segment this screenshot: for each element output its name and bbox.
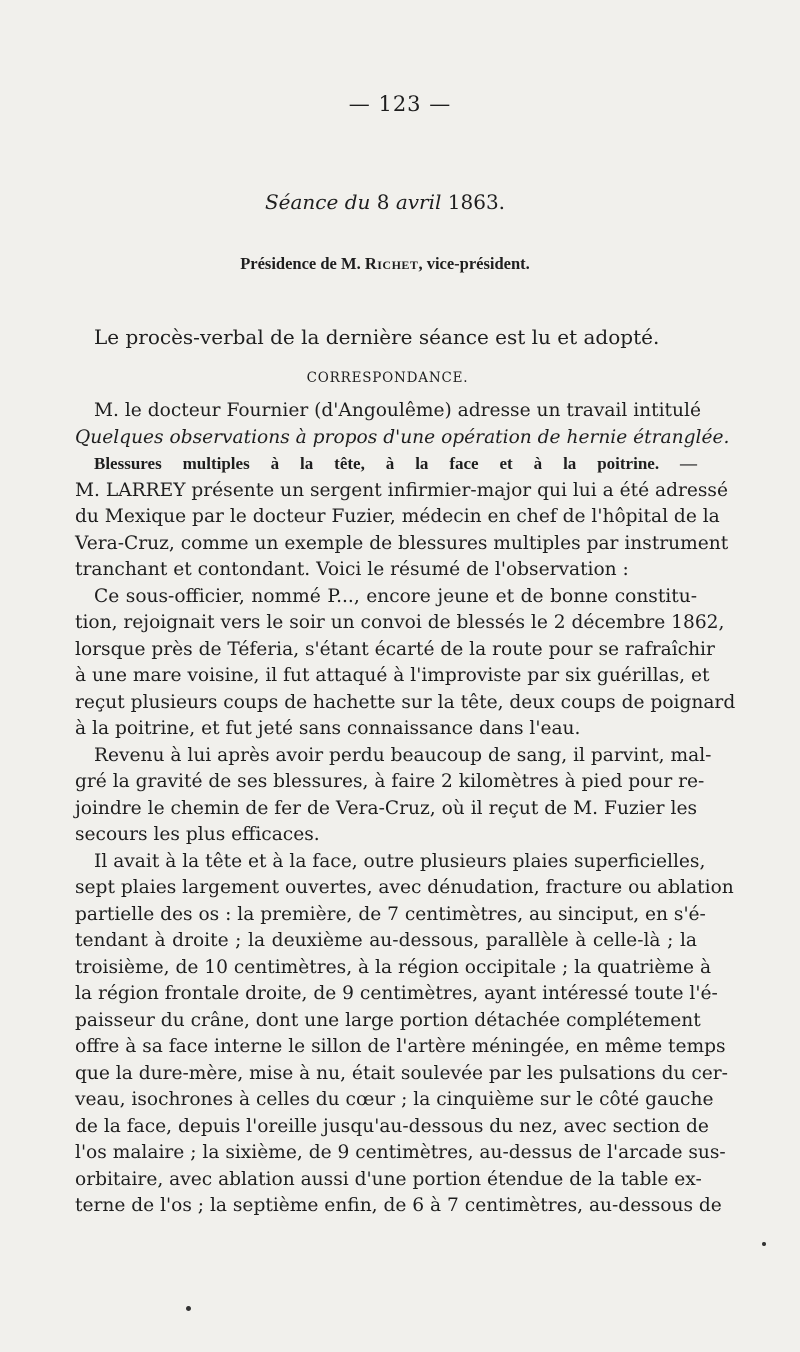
text-line: orbitaire, avec ablation aussi d'une portion étendue de la table ex-	[75, 1168, 702, 1190]
session-month: avril	[389, 190, 448, 214]
text-line: lorsque près de Téferia, s'étant écarté de la route pour se rafraîchir	[75, 638, 715, 660]
text-line: tion, rejoignait vers le soir un convoi de blessés le 2 décembre 1862,	[75, 612, 725, 633]
session-year: 1863.	[447, 190, 506, 214]
session-day: 8	[376, 190, 390, 214]
minutes-statement: Le procès-verbal de la dernière séance est lu et adopté.	[94, 325, 660, 349]
text-line: que la dure-mère, mise à nu, était soulevée par les pulsations du cer-	[75, 1062, 728, 1084]
text-line: veau, isochrones à celles du cœur ; la cinquième sur le côté gauche	[75, 1089, 714, 1110]
text-line: la région frontale droite, de 9 centimètres, ayant intéressé toute l'é-	[75, 983, 718, 1004]
text-line: Quelques observations à propos d'une opération de hernie étranglée.	[75, 426, 730, 448]
text-line: joindre le chemin de fer de Vera-Cruz, où il reçut de M. Fuzier les	[75, 797, 697, 819]
text-line: troisième, de 10 centimètres, à la région occipitale ; la quatrième à	[75, 956, 712, 978]
text-line: secours les plus efficaces.	[75, 824, 320, 845]
text-line: partielle des os : la première, de 7 centimètres, au sinciput, en s'é-	[75, 903, 706, 925]
ink-spot	[762, 1242, 766, 1246]
presidency-line	[0, 254, 770, 274]
text-line: tranchant et contondant. Voici le résumé de l'observation :	[75, 559, 629, 580]
text-line: à la poitrine, et fut jeté sans connaissance dans l'eau.	[75, 718, 581, 739]
presidency-after: , vice-président.	[418, 254, 530, 273]
presidency-before: Présidence de M.	[240, 254, 365, 273]
text-line: Blessures multiples à la tête, à la face et à la poitrine. —	[94, 454, 697, 473]
text-line: sept plaies largement ouvertes, avec dénudation, fracture ou ablation	[75, 877, 734, 898]
text-line: gré la gravité de ses blessures, à faire 2 kilomètres à pied pour re-	[75, 771, 705, 792]
text-line: à une mare voisine, il fut attaqué à l'improviste par six guérillas, et	[75, 665, 710, 686]
text-line: terne de l'os ; la septième enfin, de 6 à 7 centimètres, au-dessous de	[75, 1195, 722, 1216]
text-line: Ce sous-officier, nommé P..., encore jeune et de bonne constitu-	[94, 585, 697, 607]
session-prefix: Séance du	[264, 190, 377, 214]
text-line: Il avait à la tête et à la face, outre plusieurs plaies superficielles,	[94, 850, 706, 872]
text-line: Vera-Cruz, comme un exemple de blessures multiples par instrument	[75, 532, 729, 554]
page-number: — 123 —	[348, 92, 452, 116]
text-line: M. LARREY présente un sergent infirmier-major qui lui a été adressé	[75, 479, 728, 501]
text-line: de la face, depuis l'oreille jusqu'au-dessous du nez, avec section de	[75, 1115, 709, 1137]
session-heading	[0, 190, 770, 214]
text-line: reçut plusieurs coups de hachette sur la tête, deux coups de poignard	[75, 691, 736, 713]
text-line: Revenu à lui après avoir perdu beaucoup de sang, il parvint, mal-	[94, 744, 712, 766]
text-line: M. le docteur Fournier (d'Angoulême) adresse un travail intitulé	[94, 400, 701, 421]
text-line: tendant à droite ; la deuxième au-dessous, parallèle à celle-là ; la	[75, 930, 697, 951]
president-name: Richet	[364, 254, 419, 273]
text-line: l'os malaire ; la sixième, de 9 centimètres, au-dessus de l'arcade sus-	[75, 1142, 726, 1163]
ink-spot	[186, 1306, 191, 1311]
correspondence-heading: CORRESPONDANCE.	[306, 370, 469, 386]
text-line: paisseur du crâne, dont une large portion détachée complétement	[75, 1009, 701, 1031]
text-line: offre à sa face interne le sillon de l'artère méningée, en même temps	[75, 1036, 726, 1057]
text-line: du Mexique par le docteur Fuzier, médecin en chef de l'hôpital de la	[75, 506, 720, 527]
